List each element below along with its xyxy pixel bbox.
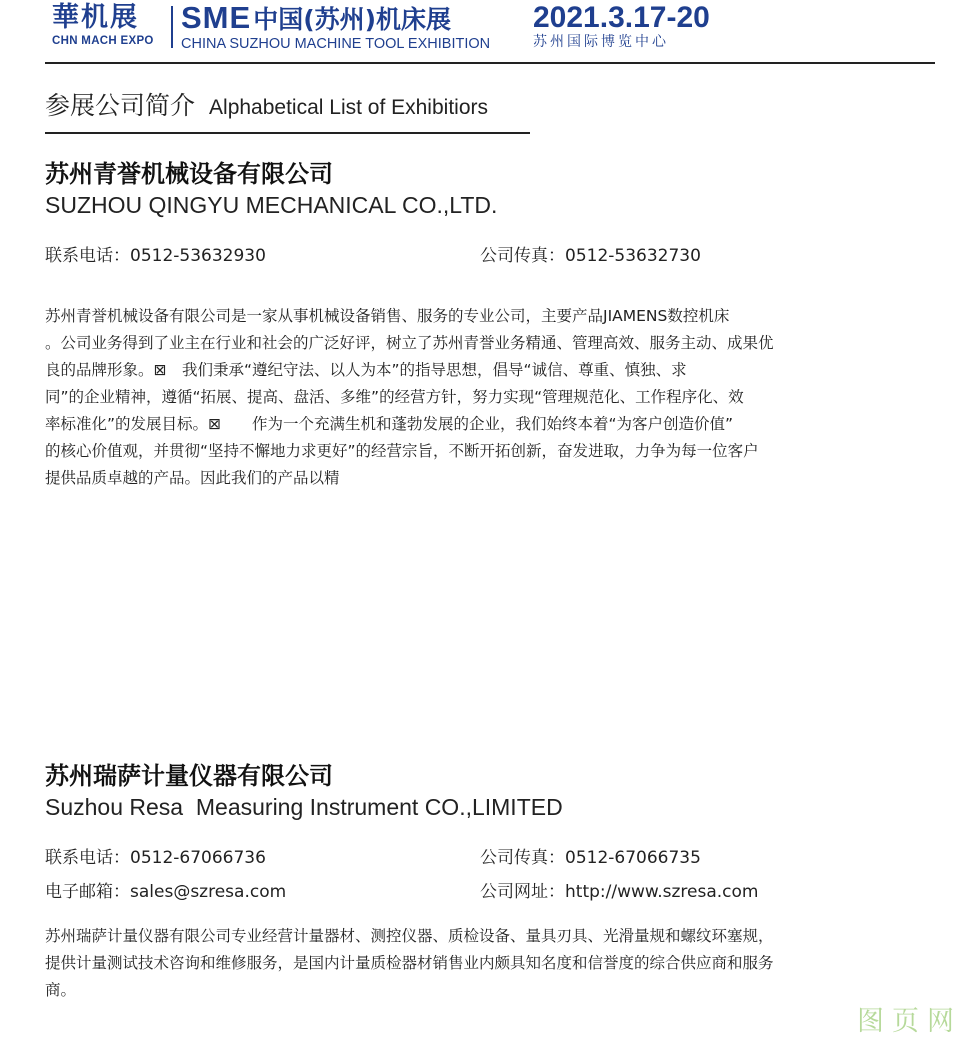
exhibition-venue: 苏州国际博览中心 bbox=[533, 34, 669, 50]
sme-mark: SME bbox=[181, 0, 252, 35]
company-name-en: SUZHOU QINGYU MECHANICAL CO.,LTD. bbox=[45, 192, 498, 218]
sme-title-cn: 中国(苏州)机床展 bbox=[253, 5, 452, 34]
description-line: 苏州青誉机械设备有限公司是一家从事机械设备销售、服务的专业公司，主要产品JIAMENS数控机床 bbox=[45, 307, 730, 325]
logo-cn-text: 華机展 bbox=[52, 2, 139, 33]
exhibition-date: 2021.3.17-20 bbox=[533, 1, 710, 34]
description-line: 。公司业务得到了业主在行业和社会的广泛好评，树立了苏州青誉业务精通、管理高效、服务主动、成果优 bbox=[45, 334, 774, 352]
description-line: 的核心价值观，并贯彻“坚持不懈地力求更好”的经营宗旨，不断开拓创新，奋发进取，力争为每一位客户 bbox=[45, 442, 759, 460]
sme-exhibition-logo bbox=[181, 2, 531, 52]
section-underline bbox=[45, 132, 530, 134]
header-divider bbox=[45, 62, 935, 64]
sme-title bbox=[181, 2, 531, 36]
description-line: 商。 bbox=[45, 981, 77, 999]
exhibition-date-block bbox=[533, 2, 733, 50]
description-line: 提供计量测试技术咨询和维修服务，是国内计量质检器材销售业内颇具知名度和信誉度的综合供应商和服务 bbox=[45, 954, 774, 972]
website-url: 公司网址：http://www.szresa.com bbox=[480, 882, 759, 902]
company-entry-resa bbox=[45, 760, 935, 1004]
company-description bbox=[45, 923, 935, 1004]
company-name-cn: 苏州青誉机械设备有限公司 bbox=[45, 160, 333, 188]
description-line: 同”的企业精神，遵循“拓展、提高、盘活、多维”的经营方针，努力实现“管理规范化、工作程序化、效 bbox=[45, 388, 744, 406]
site-watermark: 图页网 bbox=[857, 1006, 962, 1037]
section-title-cn: 参展公司简介 bbox=[45, 91, 196, 120]
company-name-cn: 苏州瑞萨计量仪器有限公司 bbox=[45, 762, 333, 790]
section-title-en: Alphabetical List of Exhibitiors bbox=[209, 96, 488, 119]
company-description bbox=[45, 303, 935, 492]
logo-en-text: CHN MACH EXPO bbox=[52, 35, 154, 47]
company-name-en: Suzhou Resa Measuring Instrument CO.,LIMITED bbox=[45, 794, 563, 820]
fax-number: 公司传真：0512-53632730 bbox=[480, 246, 701, 266]
company-entry-qingyu bbox=[45, 158, 935, 492]
description-line: 良的品牌形象。⊠ 我们秉承“遵纪守法、以人为本”的指导思想，倡导“诚信、尊重、慎独、求 bbox=[45, 361, 687, 379]
contact-row bbox=[45, 875, 935, 909]
logo-divider bbox=[171, 6, 173, 48]
contact-row bbox=[45, 239, 935, 273]
sme-subtitle-en: CHINA SUZHOU MACHINE TOOL EXHIBITION bbox=[181, 36, 491, 52]
description-line: 率标准化”的发展目标。⊠ 作为一个充满生机和蓬勃发展的企业，我们始终本着“为客户创造价值” bbox=[45, 415, 734, 433]
phone-number: 联系电话：0512-53632930 bbox=[45, 246, 266, 266]
description-line: 提供品质卓越的产品。因此我们的产品以精 bbox=[45, 469, 340, 487]
section-heading bbox=[45, 86, 488, 122]
chn-mach-expo-logo bbox=[52, 2, 164, 48]
header-banner bbox=[50, 0, 935, 62]
description-line: 苏州瑞萨计量仪器有限公司专业经营计量器材、测控仪器、质检设备、量具刃具、光滑量规和螺纹环塞规， bbox=[45, 927, 774, 945]
phone-number: 联系电话：0512-67066736 bbox=[45, 848, 266, 868]
email-address: 电子邮箱：sales@szresa.com bbox=[45, 882, 287, 902]
contact-row bbox=[45, 841, 935, 875]
fax-number: 公司传真：0512-67066735 bbox=[480, 848, 701, 868]
